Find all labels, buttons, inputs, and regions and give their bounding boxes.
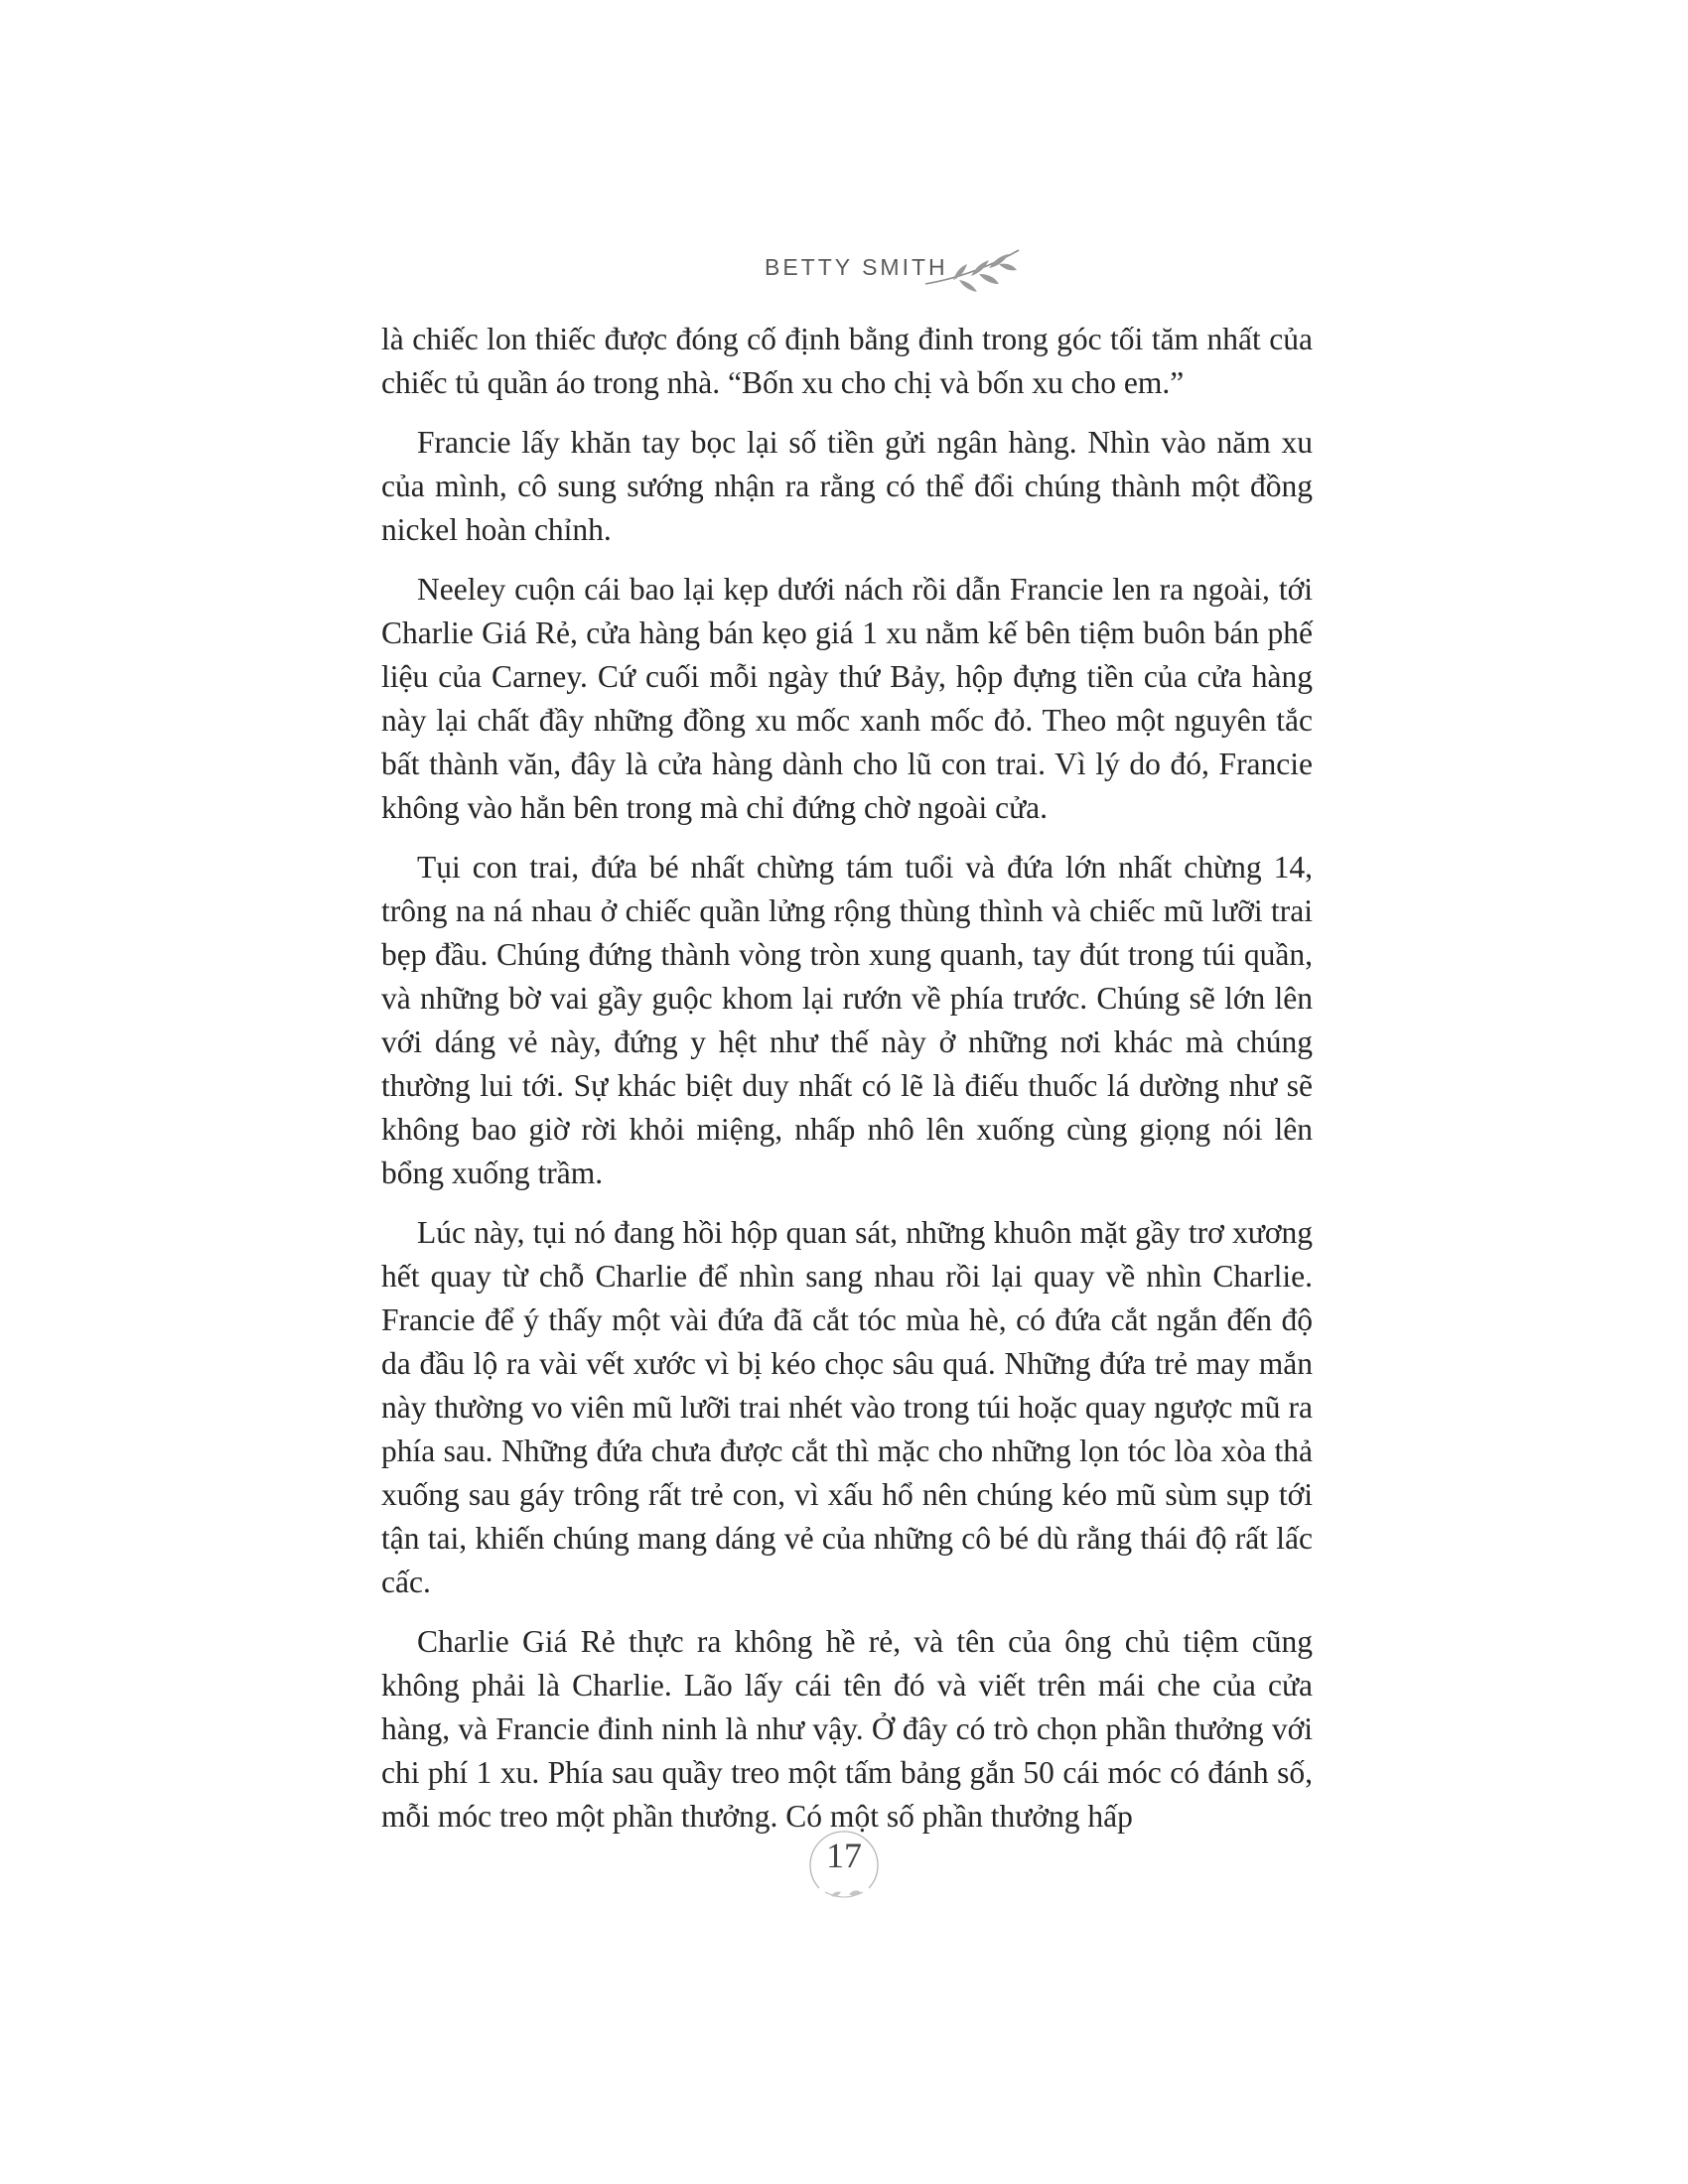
page-footer — [799, 1817, 889, 1906]
leaf-sprig-icon — [923, 246, 1023, 298]
paragraph: Charlie Giá Rẻ thực ra không hề rẻ, và tên của ông chủ tiệm cũng không phải là Charlie. Lão lấy cái tên đó và viết trên mái che của cửa hàng, và Francie đinh ninh là như vậy. Ở đây có trò chọn phần thưởng với chi phí 1 xu. Phía sau quầy treo một tấm bảng gắn 50 cái móc có đánh số, mỗi móc treo một phần thưởng. Có một số phần thưởng hấp — [381, 1624, 1313, 1834]
paragraph: Tụi con trai, đứa bé nhất chừng tám tuổi và đứa lớn nhất chừng 14, trông na ná nhau ở chiếc quần lửng rộng thùng thình và chiếc mũ lưỡi trai bẹp đầu. Chúng đứng thành vòng tròn xung quanh, tay đút trong túi quần, và những bờ vai gầy guộc khom lại rướn về phía trước. Chúng sẽ lớn lên với dáng vẻ này, đứng y hệt như thế này ở những nơi khác mà chúng thường lui tới. Sự khác biệt duy nhất có lẽ là điếu thuốc lá dường như sẽ không bao giờ rời khỏi miệng, nhấp nhô lên xuống cùng giọng nói lên bổng xuống trầm. — [381, 850, 1313, 1190]
page-body — [381, 318, 1313, 1854]
paragraph: Francie lấy khăn tay bọc lại số tiền gửi ngân hàng. Nhìn vào năm xu của mình, cô sung sướng nhận ra rằng có thể đổi chúng thành một đồng nickel hoàn chỉnh. — [381, 425, 1313, 547]
running-header — [0, 246, 1688, 306]
paragraph: Lúc này, tụi nó đang hồi hộp quan sát, những khuôn mặt gầy trơ xương hết quay từ chỗ Charlie để nhìn sang nhau rồi lại quay về nhìn Charlie. Francie để ý thấy một vài đứa đã cắt tóc mùa hè, có đứa cắt ngắn đến độ da đầu lộ ra vài vết xước vì bị kéo chọc sâu quá. Những đứa trẻ may mắn này thường vo viên mũ lưỡi trai nhét vào trong túi hoặc quay ngược mũ ra phía sau. Những đứa chưa được cắt thì mặc cho những lọn tóc lòa xòa thả xuống sau gáy trông rất trẻ con, vì xấu hổ nên chúng kéo mũ sùm sụp tới tận tai, khiến chúng mang dáng vẻ của những cô bé dù rằng thái độ rất lấc cấc. — [381, 1215, 1313, 1599]
paragraph: là chiếc lon thiếc được đóng cố định bằng đinh trong góc tối tăm nhất của chiếc tủ quần áo trong nhà. “Bốn xu cho chị và bốn xu cho em.” — [381, 322, 1313, 400]
paragraph: Neeley cuộn cái bao lại kẹp dưới nách rồi dẫn Francie len ra ngoài, tới Charlie Giá Rẻ, cửa hàng bán kẹo giá 1 xu nằm kế bên tiệm buôn bán phế liệu của Carney. Cứ cuối mỗi ngày thứ Bảy, hộp đựng tiền của cửa hàng này lại chất đầy những đồng xu mốc xanh mốc đỏ. Theo một nguyên tắc bất thành văn, đây là cửa hàng dành cho lũ con trai. Vì lý do đó, Francie không vào hẳn bên trong mà chỉ đứng chờ ngoài cửa. — [381, 572, 1313, 825]
author-name: BETTY SMITH — [765, 254, 948, 280]
page-number: 17 — [826, 1836, 862, 1875]
